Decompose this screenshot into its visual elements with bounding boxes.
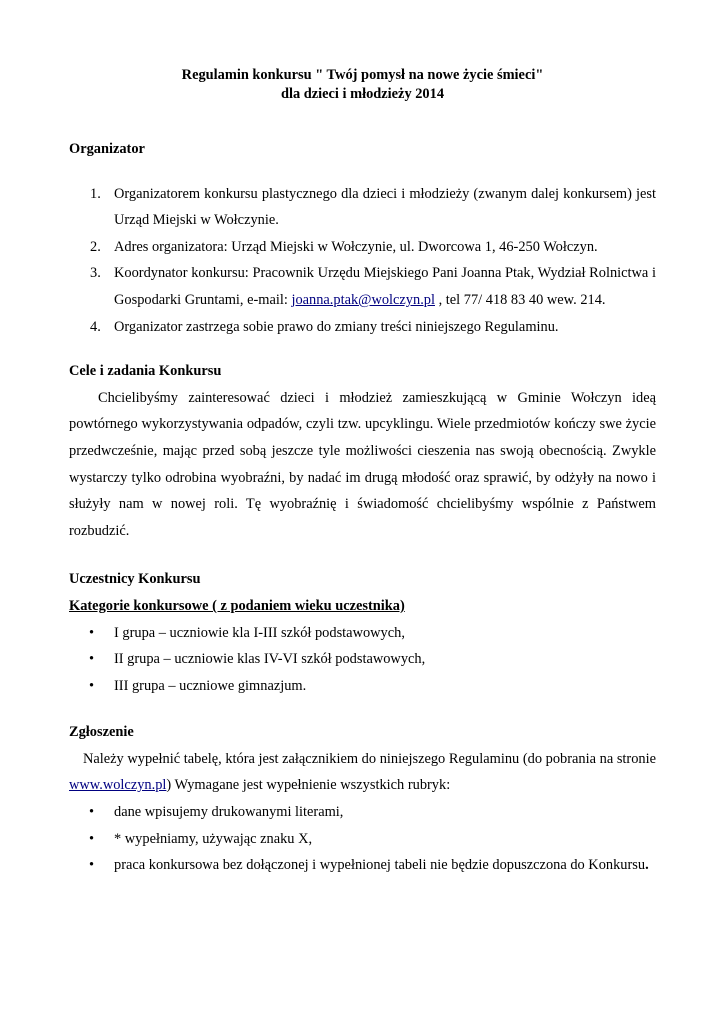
kategorie-subheading: Kategorie konkursowe ( z podaniem wieku uczestnika) [69, 597, 405, 614]
list-item-number: 4. [90, 318, 101, 335]
document-title [69, 66, 656, 104]
zgloszenie-list [69, 799, 656, 879]
bullet-icon: • [89, 830, 95, 847]
zgloszenie-paragraph [69, 746, 656, 799]
list-item-text: Organizator zastrzega sobie prawo do zmiany treści niniejszego Regulaminu. [114, 318, 559, 335]
list-item [69, 646, 656, 673]
section-heading-cele: Cele i zadania Konkursu [69, 363, 222, 380]
list-item [69, 314, 656, 341]
list-item-text: II grupa – uczniowie klas IV-VI szkół podstawowych, [114, 651, 426, 668]
list-item-end-mark: . [645, 857, 649, 874]
title-line-1: Regulamin konkursu " Twój pomysł na nowe życie śmieci" [181, 67, 544, 83]
list-item-text: dane wpisujemy drukowanymi literami, [114, 804, 344, 821]
bullet-icon: • [89, 624, 95, 641]
list-item [69, 826, 656, 853]
website-link[interactable]: www.wolczyn.pl [69, 777, 167, 794]
list-item-text-after: , tel 77/ 418 83 40 wew. 214. [434, 291, 606, 308]
zgloszenie-text-after: ) Wymagane jest wypełnienie wszystkich rubryk: [166, 777, 451, 794]
list-item-number: 2. [90, 238, 101, 255]
section-heading-uczestnicy: Uczestnicy Konkursu [69, 571, 201, 588]
bullet-icon: • [89, 677, 95, 694]
list-item-text: praca konkursowa bez dołączonej i wypełnionej tabeli nie będzie dopuszczona do Konkursu [114, 857, 646, 874]
list-item [69, 181, 656, 234]
list-item-text: * wypełniamy, używając znaku X, [114, 830, 313, 847]
organizator-list [69, 181, 656, 341]
kategorie-list [69, 620, 656, 700]
list-item-text-before: Koordynator konkursu: Pracownik Urzędu Miejskiego Pani Joanna Ptak, Wydział Rolnictwa i Gospodarki Gruntami, e-mail: [114, 265, 656, 308]
list-item [69, 620, 656, 647]
list-item [69, 799, 656, 826]
bullet-icon: • [89, 651, 95, 668]
zgloszenie-text-before: Należy wypełnić tabelę, która jest załącznikiem do niniejszego Regulaminu (do pobrania na stronie [83, 750, 656, 767]
section-heading-zgloszenie: Zgłoszenie [69, 724, 134, 741]
title-line-2: dla dzieci i młodzieży 2014 [280, 86, 445, 102]
bullet-icon: • [89, 804, 95, 821]
list-item [69, 852, 656, 879]
list-item [69, 234, 656, 261]
list-item-number: 1. [90, 185, 101, 202]
list-item-text: I grupa – uczniowie kla I-III szkół podstawowych, [114, 624, 405, 641]
list-item [69, 260, 656, 313]
list-item-text: Organizatorem konkursu plastycznego dla dzieci i młodzieży (zwanym dalej konkursem) jest Urząd Miejski w Wołczynie. [114, 185, 656, 229]
email-link[interactable]: joanna.ptak@wolczyn.pl [291, 291, 435, 308]
list-item [69, 673, 656, 700]
section-heading-organizator: Organizator [69, 141, 145, 157]
list-item-text: Adres organizatora: Urząd Miejski w Wołczynie, ul. Dworcowa 1, 46-250 Wołczyn. [114, 238, 598, 255]
cele-paragraph: Chcielibyśmy zainteresować dzieci i młodzież zamieszkującą w Gminie Wołczyn ideą powtórnego wykorzystywania odpadów, czyli tzw. upcyklingu. Wiele przedmiotów kończy swe życie przedwcześnie, mając przed sobą jeszcze tyle możliwości cieszenia nas swoją obecnością. Zwykle wystarczy tylko odrobina wyobraźni, by nadać im drugą młodość oraz sprawić, by odżyły na nowo i służyły nam w nowej roli. Tę wyobraźnię i świadomość chcielibyśmy wspólnie z Państwem rozbudzić. [69, 389, 656, 539]
list-item-text: III grupa – uczniowe gimnazjum. [114, 677, 307, 694]
list-item-number: 3. [90, 265, 101, 282]
bullet-icon: • [89, 857, 95, 874]
